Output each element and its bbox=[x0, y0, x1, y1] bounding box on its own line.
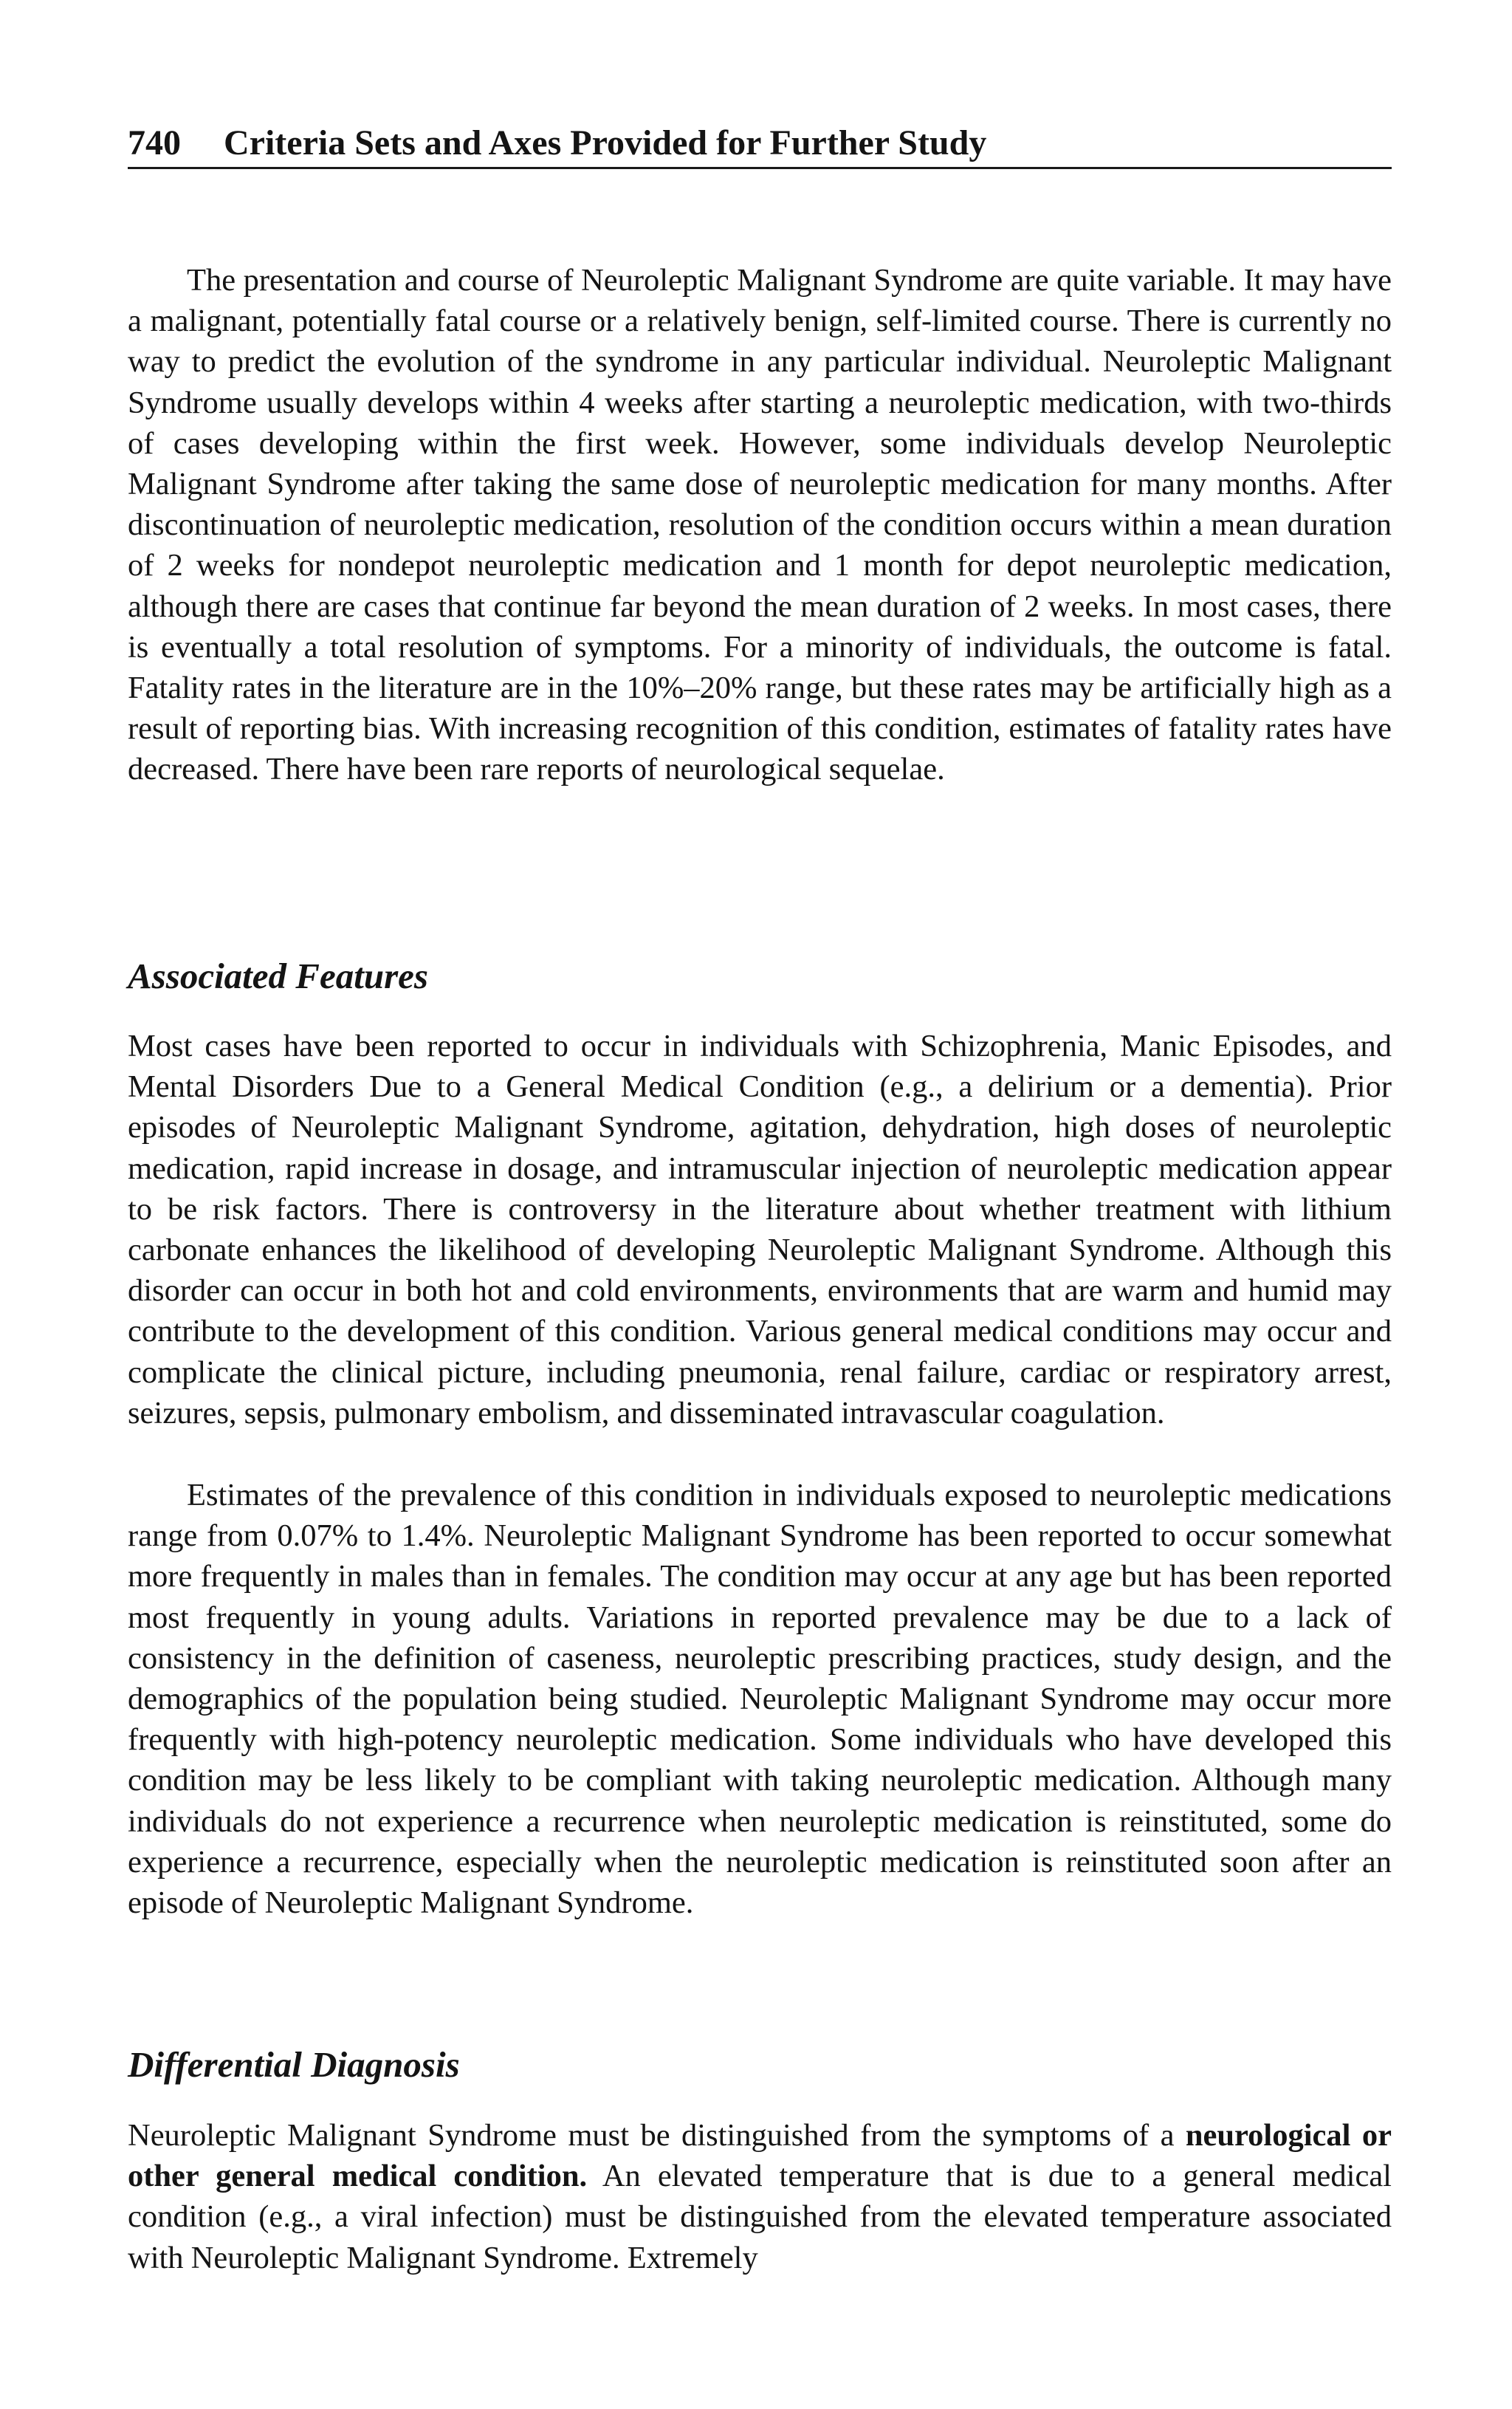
associated-features-paragraph-1: Most cases have been reported to occur in individuals with Schizophrenia, Manic Episodes, and Mental Disorders Due to a General Medical Condition (e.g., a delirium or a dementia). Prior episodes of Neuroleptic Malignant Syndrome, agitation, dehydration, high doses of neuroleptic medication, rapid increase in dosage, and intramuscular injection of neuroleptic medication appear to be risk factors. There is controversy in the literature about whether treatment with lithium carbonate enhances the likelihood of developing Neuroleptic Malignant Syndrome. Although this disorder can occur in both hot and cold environments, environments that are warm and humid may contribute to the development of this condition. Various general medical conditions may occur and complicate the clinical picture, including pneumonia, renal failure, cardiac or respiratory arrest, seizures, sepsis, pulmonary embolism, and disseminated intravascular coagulation. bbox=[128, 1029, 1392, 1430]
differential-diagnosis-paragraph bbox=[128, 2115, 1392, 2278]
page-number: 740 bbox=[128, 123, 181, 162]
associated-features-heading: Associated Features bbox=[128, 956, 428, 996]
course-paragraph: The presentation and course of Neuroleptic Malignant Syndrome are quite variable. It may have a malignant, potentially fatal course or a relatively benign, self-limited course. There is currently no way to predict the evolution of the syndrome in any particular individual. Neuroleptic Malignant Syndrome usually develops within 4 weeks after starting a neuroleptic medication, with two-thirds of cases developing within the first week. However, some individuals develop Neuroleptic Malignant Syndrome after taking the same dose of neuroleptic medication for many months. After discontinuation of neuroleptic medication, resolution of the condition occurs within a mean duration of 2 weeks for nondepot neuroleptic medication and 1 month for depot neuroleptic medication, although there are cases that continue far beyond the mean duration of 2 weeks. In most cases, there is eventually a total resolution of symptoms. For a minority of individuals, the outcome is fatal. Fatality rates in the literature are in the 10%–20% range, but these rates may be artificially high as a result of reporting bias. With increasing recognition of this condition, estimates of fatality rates have decreased. There have been rare reports of neurological sequelae. bbox=[128, 263, 1392, 787]
running-title: Criteria Sets and Axes Provided for Further Study bbox=[224, 123, 987, 162]
differential-emphasis-text: neurological or other general medical condition. bbox=[128, 2118, 1392, 2194]
differential-rest-text: An elevated temperature that is due to a general medical condition (e.g., a viral infection) must be distinguished from the elevated temperature associated with Neuroleptic Malignant Syndrome. Extremely bbox=[128, 2159, 1392, 2275]
header-rule bbox=[128, 167, 1392, 169]
running-head bbox=[128, 111, 1392, 164]
associated-features-paragraph-2: Estimates of the prevalence of this condition in individuals exposed to neuroleptic medications range from 0.07% to 1.4%. Neuroleptic Malignant Syndrome has been reported to occur somewhat more frequently in males than in females. The condition may occur at any age but has been reported most frequently in young adults. Variations in reported prevalence may be due to a lack of consistency in the definition of caseness, neuroleptic prescribing practices, study design, and the demographics of the population being studied. Neuroleptic Malignant Syndrome may occur more frequently with high-potency neuroleptic medication. Some individuals who have developed this condition may be less likely to be compliant with taking neuroleptic medication. Although many individuals do not experience a recurrence when neuroleptic medication is reinstituted, some do experience a recurrence, especially when the neuroleptic medication is reinstituted soon after an episode of Neuroleptic Malignant Syndrome. bbox=[128, 1478, 1392, 1921]
differential-diagnosis-heading: Differential Diagnosis bbox=[128, 2044, 460, 2085]
differential-lead-text: Neuroleptic Malignant Syndrome must be distinguished from the symptoms of a bbox=[128, 2118, 1175, 2153]
